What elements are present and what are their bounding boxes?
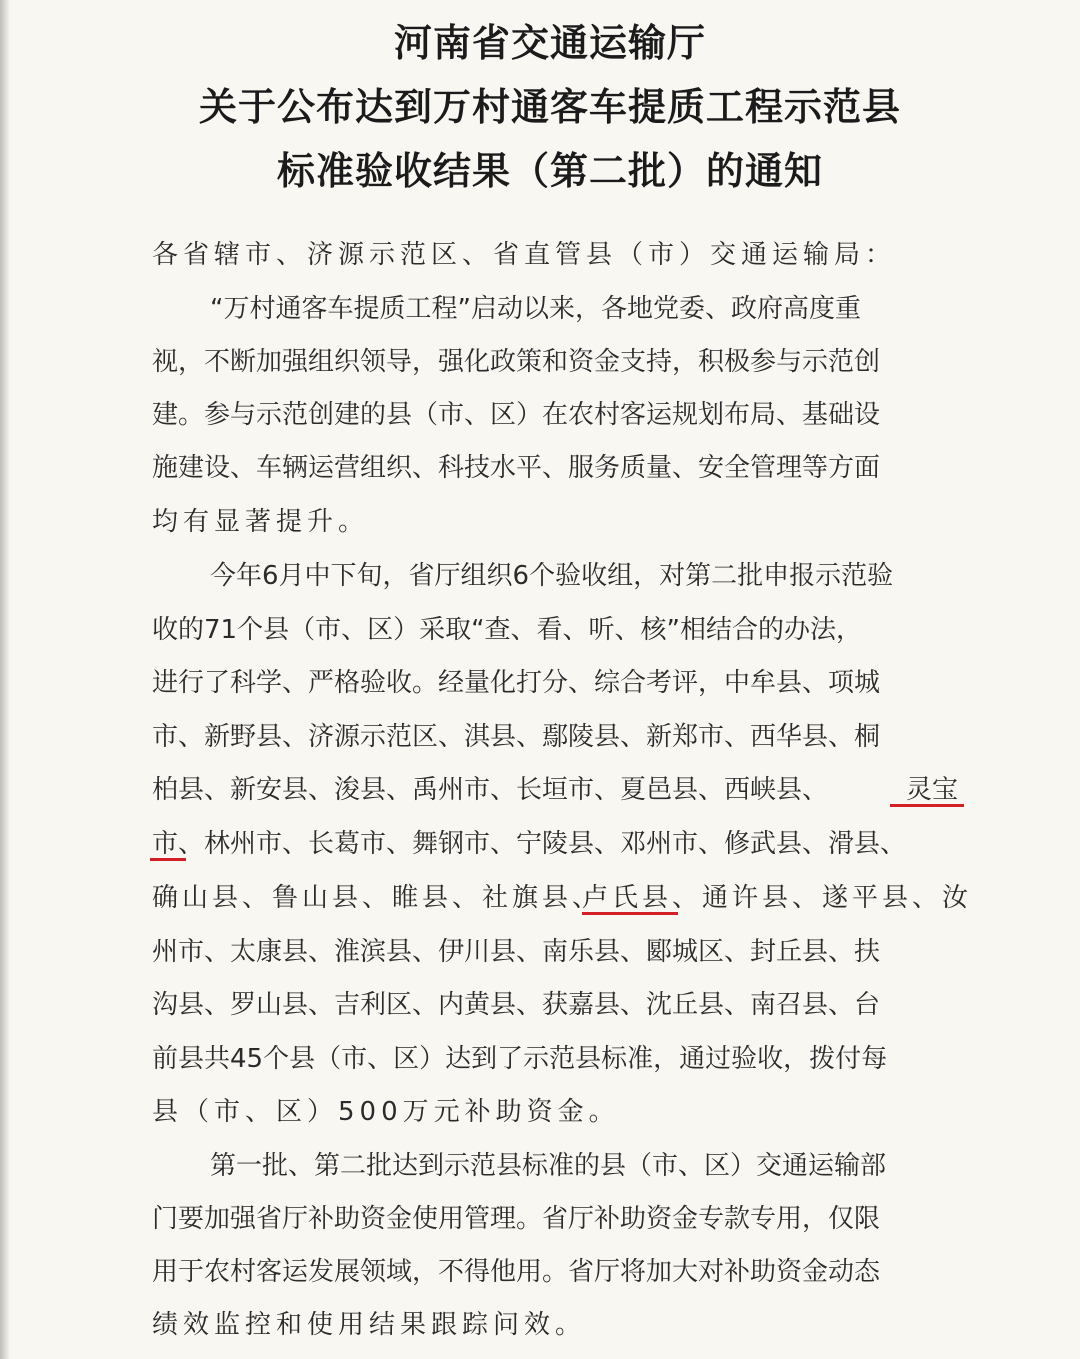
highlight-lushi: 卢氏县 <box>582 882 673 913</box>
red-underline-lushi <box>582 912 678 915</box>
para2-line: 沟县、罗山县、吉利区、内黄县、获嘉县、沈丘县、南召县、台 <box>152 989 881 1020</box>
para2-line-lingbao <box>152 767 958 807</box>
page-edge-shadow <box>0 0 10 1359</box>
para3-line: 门要加强省厅补助资金使用管理。省厅补助资金专款专用，仅限 <box>152 1203 881 1234</box>
para1-line: 视，不断加强组织领导，强化政策和资金支持，积极参与示范创 <box>152 346 881 377</box>
para2-line-segment: 、林州市、长葛市、舞钢市、宁陵县、邓州市、修武县、滑县、 <box>178 828 907 859</box>
para1-line: 均有显著提升。 <box>152 506 370 537</box>
para1-line: 施建设、车辆运营组织、科技水平、服务质量、安全管理等方面 <box>152 452 881 483</box>
para3-line: 绩效监控和使用结果跟踪问效。 <box>152 1309 587 1340</box>
title-line-1: 河南省交通运输厅 <box>393 20 706 65</box>
highlight-lingbao-b: 市 <box>152 828 179 859</box>
para2-line-lushi <box>152 875 973 915</box>
para3-line: 用于农村客运发展领域，不得他用。省厅将加大对补助资金动态 <box>152 1256 881 1287</box>
para2-line: 前县共45个县（市、区）达到了示范县标准，通过验收，拨付每 <box>152 1043 888 1074</box>
para1-line: 建。参与示范创建的县（市、区）在农村客运规划布局、基础设 <box>152 399 881 430</box>
para2-line: 进行了科学、严格验收。经量化打分、综合考评，中牟县、项城 <box>152 667 881 698</box>
title-line-2: 关于公布达到万村通客车提质工程示范县 <box>198 84 901 129</box>
red-underline-lingbao-a <box>890 804 964 807</box>
para2-line: 收的71个县（市、区）采取“查、看、听、核”相结合的办法， <box>152 614 863 645</box>
highlight-lingbao-a: 灵宝 <box>905 774 958 805</box>
para2-line: 州市、太康县、淮滨县、伊川县、南乐县、郾城区、封丘县、扶 <box>152 936 881 967</box>
para2-line-lingbao-cont <box>152 821 958 861</box>
red-underline-lingbao-b <box>150 858 186 861</box>
title-line-3: 标准验收结果（第二批）的通知 <box>276 148 823 193</box>
para2-line: 县（市、区）500万元补助资金。 <box>152 1096 620 1127</box>
para1-line: “万村通客车提质工程”启动以来，各地党委、政府高度重 <box>210 293 861 324</box>
para2-line: 今年6月中下旬，省厅组织6个验收组，对第二批申报示范验 <box>210 560 894 591</box>
salutation: 各省辖市、济源示范区、省直管县（市）交通运输局： <box>152 239 897 270</box>
para2-line-segment: 、通许县、遂平县、汝 <box>672 882 973 913</box>
para3-line: 第一批、第二批达到示范县标准的县（市、区）交通运输部 <box>210 1150 887 1181</box>
para2-line-segment: 柏县、新安县、浚县、禹州市、长垣市、夏邑县、西峡县、 <box>152 774 829 805</box>
para2-line-segment: 确山县、鲁山县、睢县、社旗县、 <box>152 882 603 913</box>
para2-line: 市、新野县、济源示范区、淇县、鄢陵县、新郑市、西华县、桐 <box>152 721 881 752</box>
para2-line-text <box>152 769 906 806</box>
